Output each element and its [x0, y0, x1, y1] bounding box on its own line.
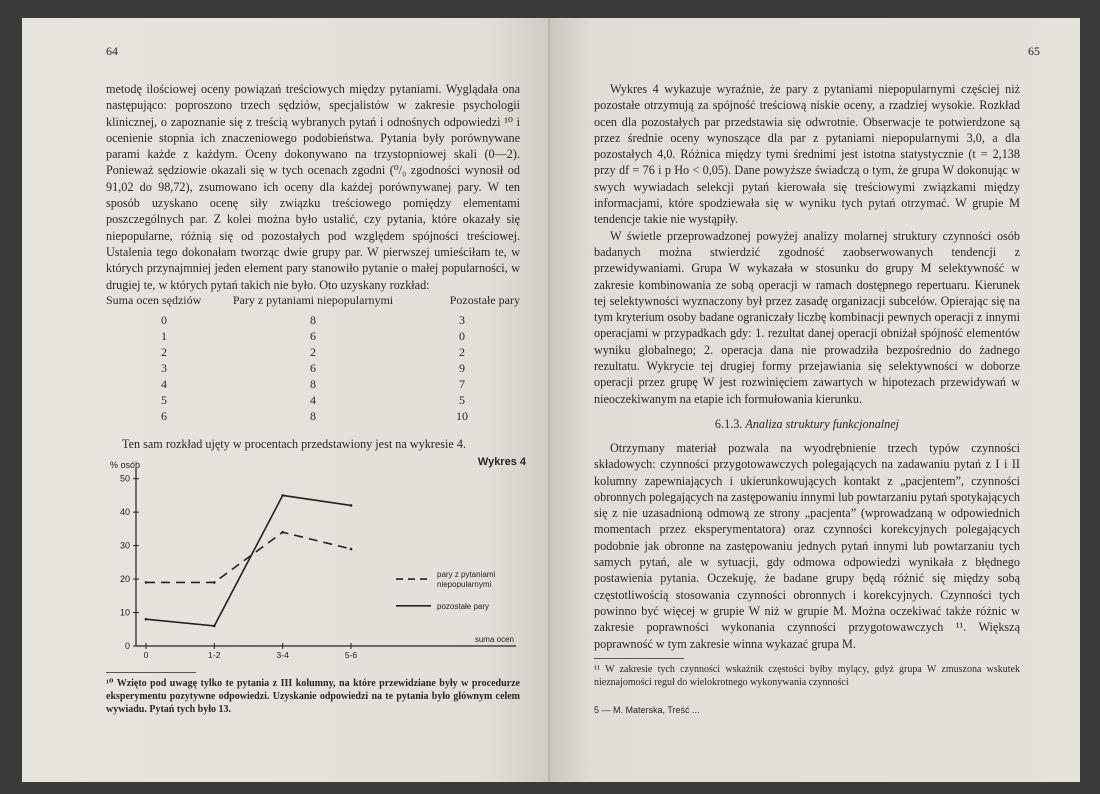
table-cell: 5 — [160, 392, 167, 407]
data-point — [213, 625, 216, 628]
y-tick-label: 10 — [119, 607, 130, 618]
data-point — [145, 581, 148, 584]
page-number-right: 65 — [1028, 44, 1040, 58]
series-line-1 — [146, 532, 351, 582]
table-cell: 2 — [459, 344, 466, 359]
right-paragraph-2: W świetle przeprowadzonej powyżej analizy molarnej struktury czynności osób badanych można stwierdzić zgodność zaobserwowanych tendencji z przewidywaniami. Grupa W wykazała w stosunku do grupy M selektywność w zakresie kombinowania ze sobą operacji w ramach dostępnego repertuaru. Kierunek tej selektywności wyznaczony był przez zasadę organizacji subcelów. Opierając się na tym kryterium osoby badane ograniczały liczbę kombinacji pewnych operacji z innymi operacjami w przypadkach gdy: 1. rezultat danej operacji obniżał spójność elementów wyniku globalnego; 2. operacja dana nie prowadziła bezpośrednio do żadnego rezultatu. Wykrycie tej drugiej formy przejawiania się selektywności w doborze operacji przez grupę W jest rozwinięciem zawartych w hipotezach przewidywań w nieoczekiwanym na etapie ich formułowania kierunku. — [594, 228, 1020, 406]
table-cell: 6 — [309, 328, 316, 343]
table-cell: 4 — [160, 376, 167, 391]
table-row — [106, 376, 520, 392]
right-paragraph-3: Otrzymany materiał pozwala na wyodrębnienie trzech typów czynności składowych: czynności przygotowawczych polegających na zadawaniu pytań z I i II kolumny zapewniających i ukierunkowujących kontakt z „pacjentem”, czynności obronnych polegających na zastępowaniu innymi lub powtarzaniu pytań spotykających się z nie uzasadnioną odmową ze strony „pacjenta” (wprowadzaną w odpowiednich momentach przez eksperymentatora) oraz czynności korekcyjnych polegających podobnie jak obronne na zastępowaniu jednych pytań innymi lub powtarzaniu tych samych pytań, ale w sytuacji, gdy odmowa odpowiedzi wynikała z błędnego postawienia pytania. Oczekuję, że badane grupy będą różnić się między sobą częstotliwością stosowania czynności obronnych i korekcyjnych. Czynności tych powinno być więcej w grupie W niż w grupie M. Można oczekiwać także różnic w zakresie poprawności wykonania czynności przygotowawczych ¹¹. Większą poprawność w tym zakresie winna wykazać grupa M. — [594, 440, 1020, 651]
x-tick-label: 5-6 — [344, 650, 358, 661]
data-point — [350, 548, 353, 551]
y-axis-label: % osób — [110, 460, 141, 471]
table-row — [106, 328, 520, 344]
table-cell: 9 — [459, 360, 466, 375]
table-cell: 3 — [160, 360, 167, 375]
table-header-row — [106, 293, 520, 312]
table-cell: 5 — [459, 392, 466, 407]
table-row — [106, 408, 520, 424]
page-number-left: 64 — [106, 44, 118, 58]
y-tick-label: 40 — [119, 507, 130, 518]
table-cell: 8 — [309, 408, 316, 423]
footnote-rule — [106, 672, 196, 673]
left-paragraph-1: metodę ilościowej oceny powiązań treściowych między pytaniami. Wyglądała ona następująco: poproszono trzech sędziów, specjalistów w zakresie psychologii klinicznej, o zapoznanie się z treścią wybranych pytań i odnośnych odpowiedzi ¹⁰ i ocenienie stopnia ich znaczeniowego podobieństwa. Pytania były porównywane parami każde z każdym. Oceny dokonywano na trzystopniowej skali (0—2). Ponieważ sędziowie okazali się w tych ocenach zgodni (⁰/₀ zgodności wynosił od 91,02 do 98,72), zsumowano ich oceny dla każdej porównywanej pary. W ten sposób uzyskano ocenę siły związku treściowego pomiędzy elementami poszczególnych par. Z kolei można było ustalić, czy pytania, które okazały się niepopularne, różnią się od pozostałych pod względem spójności treściowej. Ustalenia tego dokonałam tworząc dwie grupy par. W pierwszej umieściłam te, w których przynajmniej jeden element pary stanowiło pytanie o małej popularności, w drugiej te, w których pytań takich nie było. Oto uzyskany rozkład: — [106, 82, 520, 292]
data-point — [281, 531, 284, 534]
y-tick-label: 20 — [119, 574, 130, 585]
x-axis-label: suma ocen — [474, 635, 514, 645]
table-cell: 4 — [309, 392, 316, 407]
data-point — [213, 581, 216, 584]
y-tick-label: 30 — [119, 540, 130, 551]
data-point — [350, 504, 353, 507]
x-tick-label: 0 — [143, 650, 149, 661]
table-cell: 6 — [160, 408, 167, 423]
data-point — [281, 494, 284, 497]
ratings-table — [106, 293, 520, 424]
left-page — [22, 18, 550, 782]
y-tick-label: 0 — [124, 641, 130, 652]
table-header: Suma ocen sędziów — [106, 292, 202, 307]
section-title: Analiza struktury funkcjonalnej — [745, 416, 900, 431]
legend-label: pary z pytaniami — [437, 570, 496, 580]
legend-label: niepopularnymi — [437, 580, 492, 590]
table-cell: 8 — [309, 312, 316, 327]
table-cell: 2 — [309, 344, 316, 359]
section-number: 6.1.3. — [714, 416, 743, 431]
table-cell: 8 — [309, 376, 316, 391]
y-tick-label: 50 — [119, 473, 130, 484]
right-footnote: ¹¹ W zakresie tych czynności wskaźnik częstości byłby mylący, gdyż grupa W zmuszona wskutek nieznajomości reguł do wielokrotnego wykonywania czynności — [594, 663, 1020, 688]
series-line-2 — [146, 496, 351, 627]
table-cell: 0 — [459, 328, 466, 343]
table-row — [106, 344, 520, 360]
table-row — [106, 360, 520, 376]
legend-label: pozostałe pary — [437, 602, 490, 612]
x-tick-label: 3-4 — [276, 650, 289, 661]
page-signature: 5 — M. Materska, Treść ... — [594, 704, 700, 715]
table-header: Pozostałe pary — [449, 292, 520, 307]
left-footnote: ¹⁰ Wzięto pod uwagę tylko te pytania z III kolumny, na które przewidziane były w procedurze eksperymentu pozytywne odpowiedzi. Uzyskanie odpowiedzi na te pytania było głównym celem wywiadu. Pytań tych było 13. — [106, 678, 520, 716]
chart-label: Wykres 4 — [477, 456, 526, 469]
table-row — [106, 312, 520, 328]
table-cell: 7 — [459, 376, 466, 391]
table-cell: 1 — [160, 328, 167, 343]
table-header: Pary z pytaniami niepopularnymi — [232, 292, 394, 307]
table-cell: 0 — [160, 312, 167, 327]
book-spread — [22, 18, 1080, 782]
line-chart — [106, 456, 526, 666]
footnote-rule — [594, 658, 684, 659]
right-page — [550, 18, 1080, 782]
right-paragraph-1: Wykres 4 wykazuje wyraźnie, że pary z pytaniami niepopularnymi częściej niż pozostałe otrzymują za spójność treściową niskie oceny, a rzadziej wysokie. Rozkład ocen dla pozostałych par przedstawia się odwrotnie. Obserwacje te potwierdzone są przez średnie oceny wynoszące dla par z pytaniami niepopularnymi 3,0, a dla pozostałych 4,0. Różnica między tymi średnimi jest istotna statystycznie (t = 2,138 przy df = 76 i p Ho < 0,05). Dane powyższe świadczą o tym, że grupa W dokonując w swych wywiadach selekcji pytań kierowała się treściowymi związkami między informacjami, które spodziewała się w wyniku tych pytań otrzymać. W grupie M tendencje takie nie wystąpiły. — [594, 82, 1020, 227]
table-cell: 2 — [160, 344, 167, 359]
left-paragraph-2: Ten sam rozkład ujęty w procentach przedstawiony jest na wykresie 4. — [122, 436, 467, 451]
x-tick-label: 1-2 — [208, 650, 221, 661]
table-cell: 3 — [459, 312, 466, 327]
chart-4 — [106, 456, 526, 666]
data-point — [145, 618, 148, 621]
table-row — [106, 392, 520, 408]
table-cell: 10 — [456, 408, 469, 423]
section-heading — [594, 417, 1020, 432]
table-cell: 6 — [309, 360, 316, 375]
